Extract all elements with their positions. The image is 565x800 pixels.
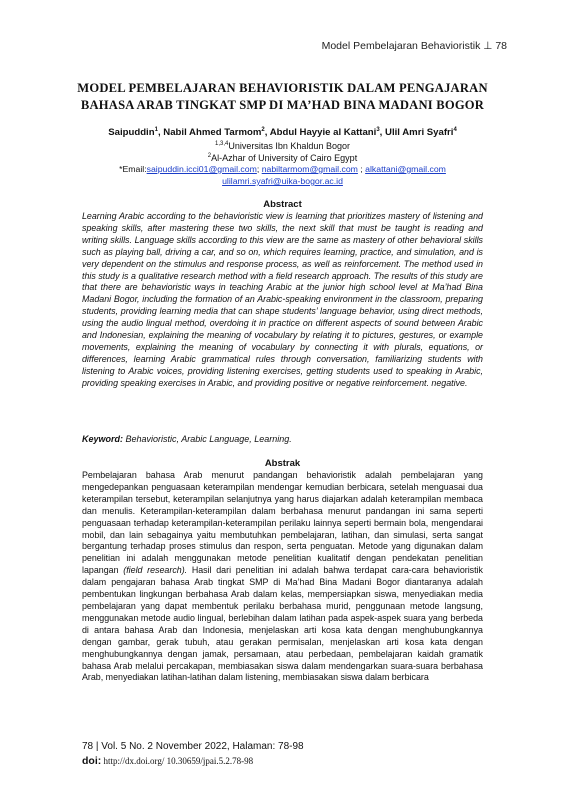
volume-info: 78 | Vol. 5 No. 2 November 2022, Halaman: 78-98	[82, 741, 304, 752]
email-separator: ;	[256, 164, 262, 174]
affiliation-text: Universitas Ibn Khaldun Bogor	[228, 141, 350, 151]
keywords-label: Keyword:	[82, 434, 124, 444]
email-link[interactable]: ulilamri.syafri@uika-bogor.ac.id	[222, 176, 343, 186]
paper-title	[70, 80, 495, 114]
affiliation-sup: 1,3,4	[215, 141, 229, 147]
author-list: Saipuddin$^1$, Nabil Ahmed Tarmom$^2$, Abdul Hayyie al Kattani$^3$, Ulil Amri Syafri$^4$	[108, 127, 457, 138]
email-link[interactable]: saipuddin.icci01@gmail.com	[146, 164, 257, 174]
author-sup: 2	[261, 127, 265, 133]
affiliation-2	[60, 153, 505, 163]
doi-label: doi:	[82, 755, 102, 767]
abstract-id-text	[82, 470, 483, 684]
running-header: Model Pembelajaran Behavioristik ⊥ 78	[321, 40, 507, 52]
author-name: Ulil Amri Syafri	[385, 127, 454, 138]
title-line-1: MODEL PEMBELAJARAN BEHAVIORISTIK DALAM PENGAJARAN	[77, 81, 488, 95]
affiliation-1	[60, 141, 505, 151]
doi-link[interactable]: http://dx.doi.org/ 10.30659/jpai.5.2.78-98	[101, 756, 254, 766]
author-name: Nabil Ahmed Tarmom	[163, 127, 262, 138]
email-separator: ;	[357, 164, 366, 174]
doi-line	[82, 755, 253, 767]
author-sup: 4	[453, 127, 457, 133]
email-block	[60, 163, 505, 187]
abstract-id-part: Pembelajaran bahasa Arab menurut pandangan behavioristik adalah pembelajaran yang mengedepankan penguasaan keterampilan mendengar kemudian berbicara, setelah menguasai dua keterampilan tersebut, keterampilan selanjutnya yang harus diajarkan adalah keterampilan membaca dan menulis. Keterampilan-keterampilan dalam berbahasa menurut pandangan ini sama seperti penguasaan terhadap keterampilan-keterampilan perilaku lainnya seperti bermain bola, mengendarai mobil, dan lain sebagainya yaitu membutuhkan pembelajaran, latihan, dan simulasi, serta sangat bergantung terhadap proses stimulus dan respon, serta penguatan. Metode yang digunakan dalam penelitian ini adalah menggunakan metode penelitian kualitatif dengan pendekatan penelitian lapangan	[82, 470, 483, 576]
author-name: Saipuddin	[108, 127, 155, 138]
email-prefix: *Email:	[119, 164, 147, 174]
abstract-id-heading: Abstrak	[264, 458, 301, 469]
author-name: Abdul Hayyie al Kattani	[269, 127, 377, 138]
abstract-en-text: Learning Arabic according to the behavioristic view is learning that prioritizes mastery of listening and speaking skills, after mastering these two skills, the next skill that must be taught is reading and writing skills. Language skills according to this view are the same as mastery of other behavioral skills such as playing ball, driving a car, and so on, which requires learning, practice, and simulation, and is very dependent on the stimulus and response process, as well as reinforcement. The method used in this study is a qualitative research method with a field research approach. The results of this study are that there are behavioristic ways in teaching Arabic at the junior high school level at Ma’had Bina Madani Bogor, including the formation of an Arabic-speaking environment in the classroom, preparing students, providing learning media that can shape students’ language behavior, using direct methods, using the audio lingual method, overdoing it in practice on different aspects of sound between Arabic and Indonesian, explaining the meaning of vocabulary by relating it to pictures, gestures, or example movements, explaining the meaning of vocabulary by connecting it with plurals, equations, or differences, learning Arabic grammatical rules through conversation, familiarizing students with listening to Arabic voices, providing listening exercises, getting students used to speaking in Arabic, providing speaking exercises in Arabic, and providing positive or negative reinforcement. negative.	[82, 211, 483, 388]
abstract-id-part: Hasil dari penelitian ini adalah bahwa terdapat cara-cara behavioristik dalam pengajaran bahasa Arab tingkat SMP di Ma’had Bina Madani Bogor diantaranya adalah pembentukan lingkungan berbahasa Arab dalam kelas, mempersiapkan siswa, menyediakan media pembelajaran yang dapat membentuk perilaku berbahasa murid, penggunaan metode langsung, menggunakan metode audio lingual, berlebihan dalam latihan pada aspek-aspek suara yang berbeda di antara bahasa Arab dan Indonesia, menjelaskan arti kosa kata dengan menghubungkannya dengan gambar, gerak tubuh, atau gerakan permisalan, menjelaskan arti kosa kata dengan menghubungkannya dengan jamak, persamaan, atau perbedaan, pembelajaran kaidah gramatik bahasa Arab melalui percakapan, membiasakan siswa dalam mendengarkan suara-suara berbahasa Arab, menyediakan latihan-latihan dalam listening, membiasakan siswa dalam berbicara	[82, 565, 483, 683]
abstract-en-heading: Abstract	[263, 199, 302, 210]
email-link[interactable]: alkattani@gmail.com	[365, 164, 446, 174]
keywords	[82, 434, 292, 444]
author-sup: 3	[376, 127, 380, 133]
keywords-text: Behavioristic, Arabic Language, Learning.	[123, 434, 292, 444]
author-sup: 1	[154, 127, 158, 133]
affiliation-text: Al-Azhar of University of Cairo Egypt	[211, 153, 358, 163]
abstract-id-italic: (field research).	[123, 565, 188, 576]
affiliation-sup: 2	[207, 153, 212, 159]
email-link[interactable]: nabiltarmom@gmail.com	[261, 164, 358, 174]
title-line-2: BAHASA ARAB TINGKAT SMP DI MA’HAD BINA MADANI BOGOR	[80, 98, 485, 112]
